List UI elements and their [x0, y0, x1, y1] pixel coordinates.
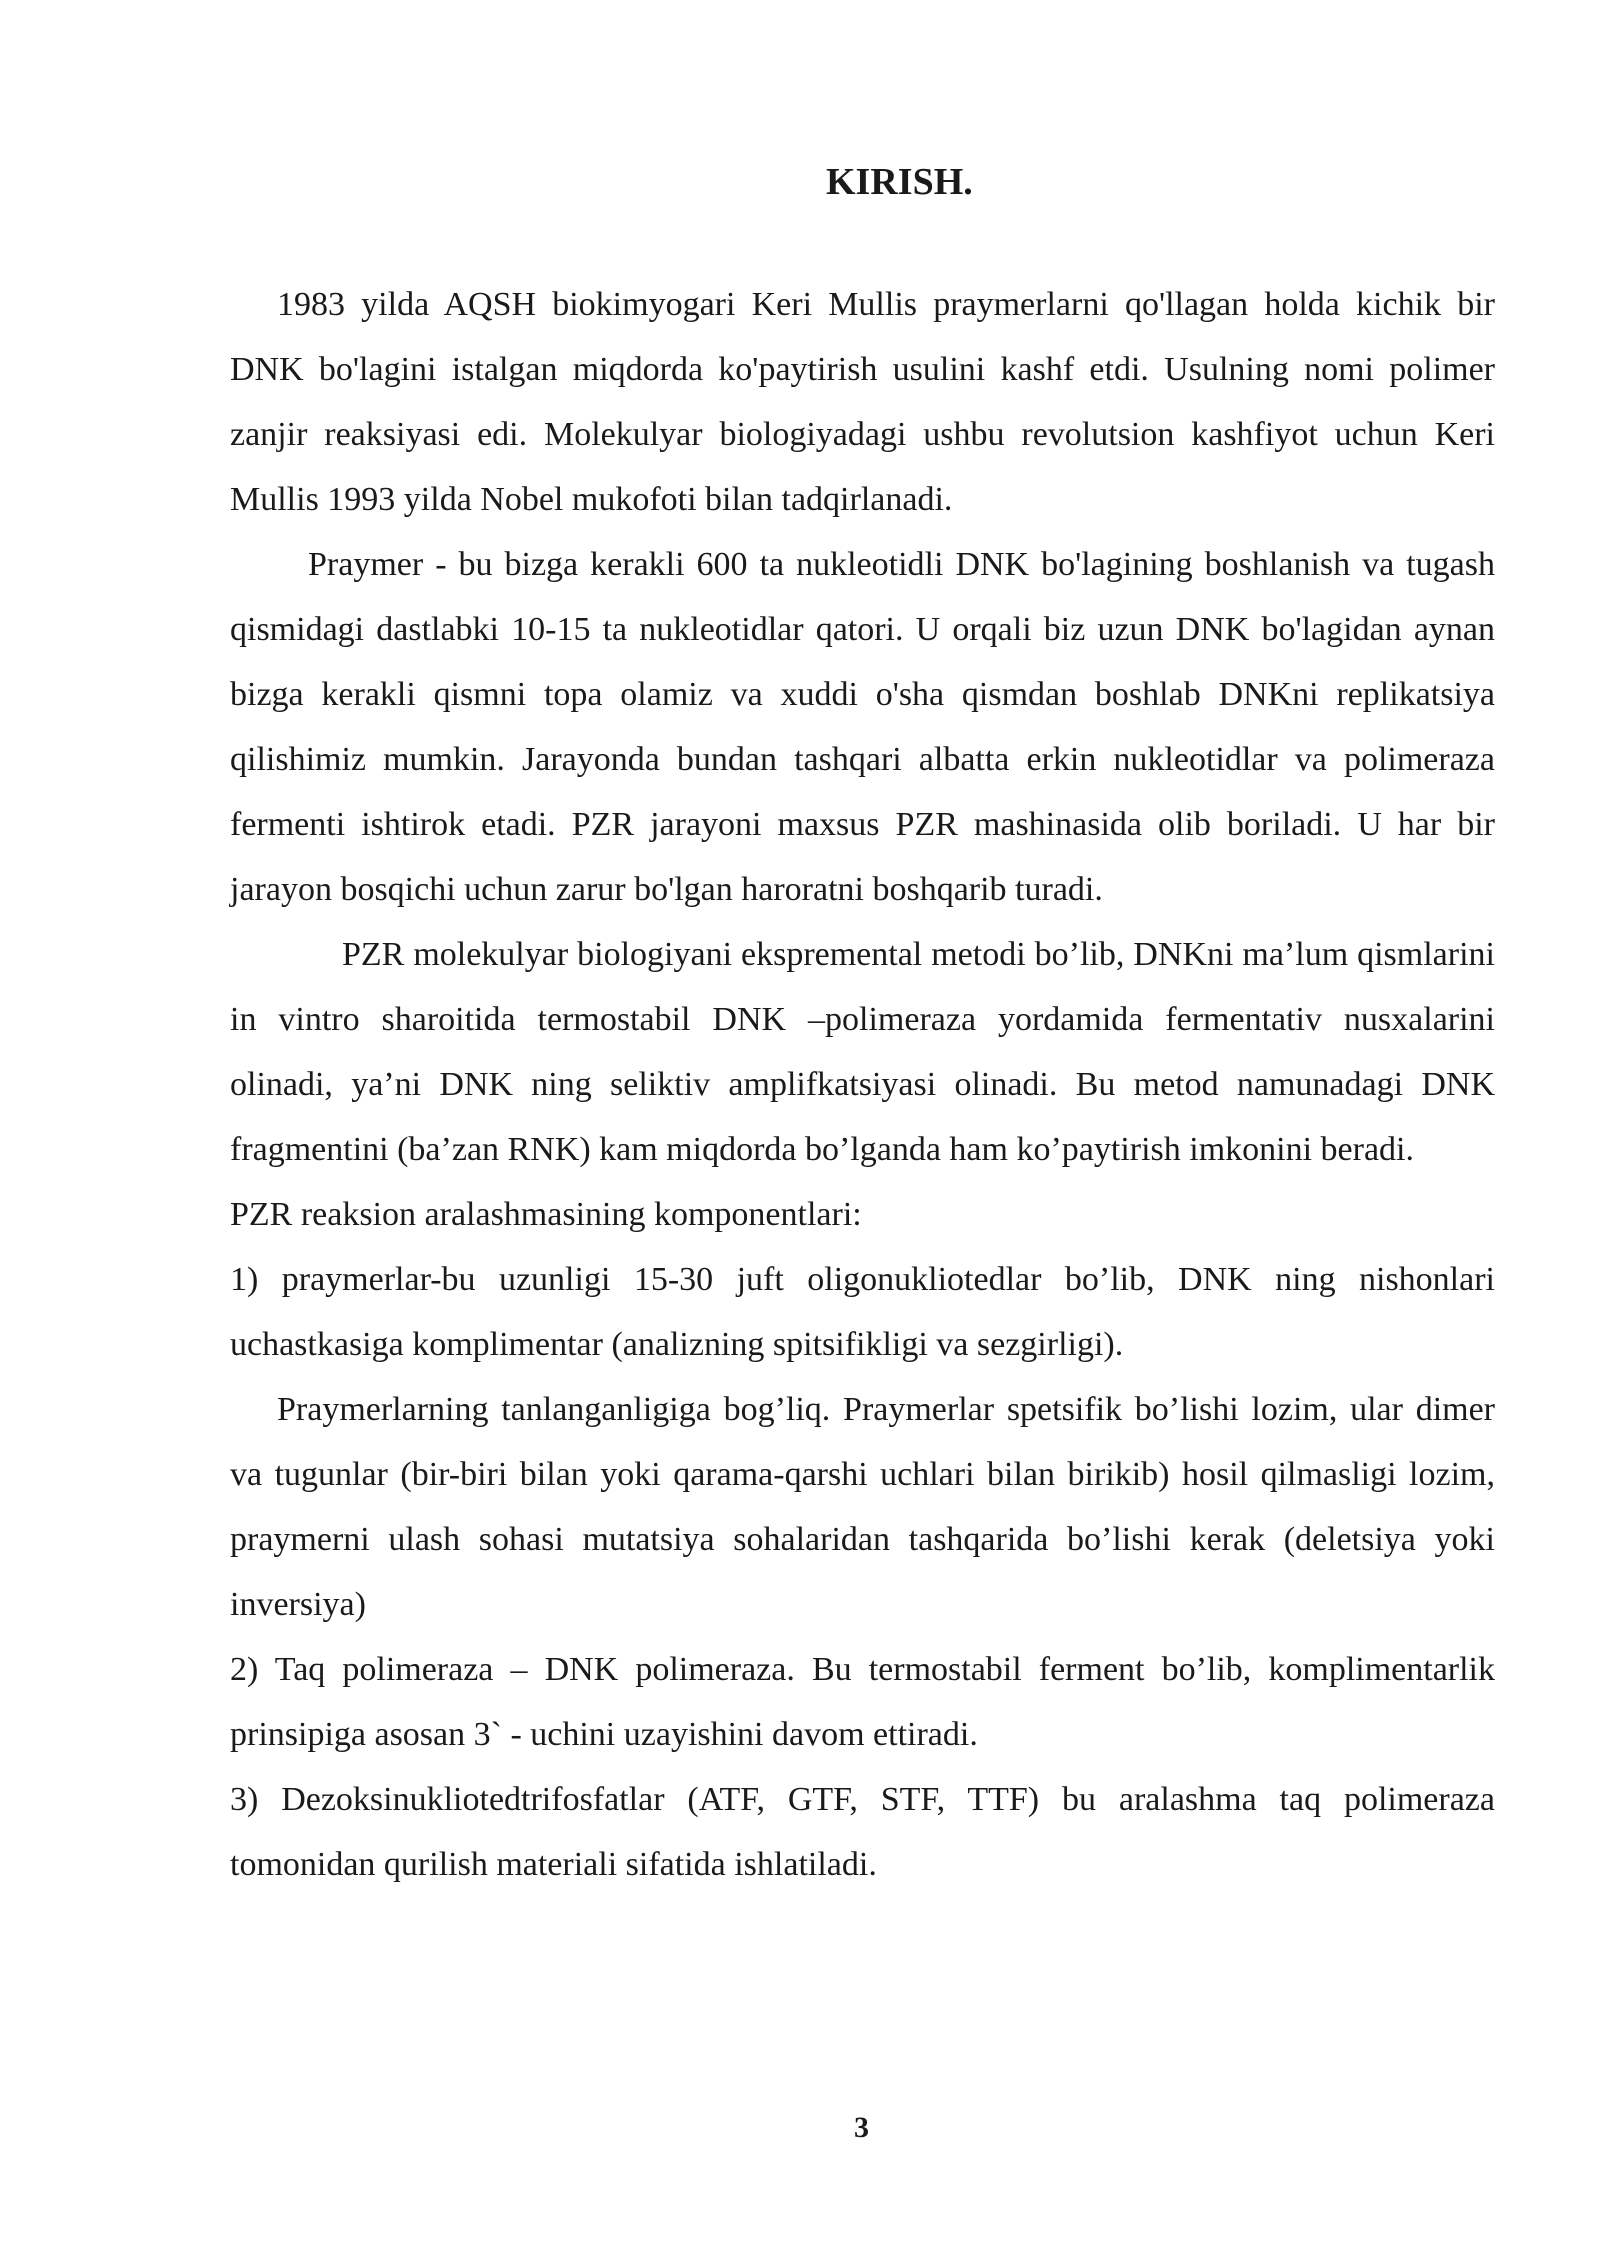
- paragraph-components-heading: PZR reaksion aralashmasining komponentlari:: [230, 1196, 862, 1233]
- paragraph-intro: 1983 yilda AQSH biokimyogari Keri Mullis praymerlarni qo'llagan holda kichik bir DNK bo'lagini istalgan miqdorda ko'paytirish usulini kashf etdi. Usulning nomi polimer zanjir reaksiyasi edi. Molekulyar biologiyadagi ushbu revolutsion kashfiyot uchun Keri Mullis 1993 yilda Nobel mukofoti bilan tadqirlanadi.: [230, 286, 1495, 518]
- page-number-text: 3: [854, 2111, 869, 2144]
- list-item-taq-polymerase: 2) Taq polimeraza – DNK polimeraza. Bu termostabil ferment bo’lib, komplimentarlik prinsipiga asosan 3` - uchini uzayishini davom ettiradi.: [230, 1651, 1495, 1753]
- document-body: [230, 272, 1495, 1897]
- paragraph-primer-definition: Praymer - bu bizga kerakli 600 ta nukleotidli DNK bo'lagining boshlanish va tugash qismidagi dastlabki 10-15 ta nukleotidlar qatori. U orqali biz uzun DNK bo'lagidan aynan bizga kerakli qismni topa olamiz va xuddi o'sha qismdan boshlab DNKni replikatsiya qilishimiz mumkin. Jarayonda bundan tashqari albatta erkin nukleotidlar va polimeraza fermenti ishtirok etadi. PZR jarayoni maxsus PZR mashinasida olib boriladi. U har bir jarayon bosqichi uchun zarur bo'lgan haroratni boshqarib turadi.: [230, 546, 1495, 908]
- list-item-primers: 1) praymerlar-bu uzunligi 15-30 juft oligonukliotedlar bo’lib, DNK ning nishonlari uchastkasiga komplimentar (analizning spitsifikligi va sezgirligi).: [230, 1261, 1495, 1363]
- paragraph-pcr-method: PZR molekulyar biologiyani ekspremental metodi bo’lib, DNKni ma’lum qismlarini in vintro sharoitida termostabil DNK –polimeraza yordamida fermentativ nusxalarini olinadi, ya’ni DNK ning seliktiv amplifkatsiyasi olinadi. Bu metod namunadagi DNK fragmentini (ba’zan RNK) kam miqdorda bo’lganda ham ko’paytirish imkonini beradi.: [230, 936, 1495, 1168]
- page-title-text: KIRISH.: [826, 161, 973, 203]
- paragraph-primer-selection: Praymerlarning tanlanganligiga bog’liq. Praymerlar spetsifik bo’lishi lozim, ular dimer va tugunlar (bir-biri bilan yoki qarama-qarshi uchlari bilan birikib) hosil qilmasligi lozim, praymerni ulash sohasi mutatsiya sohalaridan tashqarida bo’lishi kerak (deletsiya yoki inversiya): [230, 1391, 1495, 1623]
- list-item-dntps: 3) Dezoksinukliotedtrifosfatlar (ATF, GTF, STF, TTF) bu aralashma taq polimeraza tomonidan qurilish materiali sifatida ishlatiladi.: [230, 1781, 1495, 1883]
